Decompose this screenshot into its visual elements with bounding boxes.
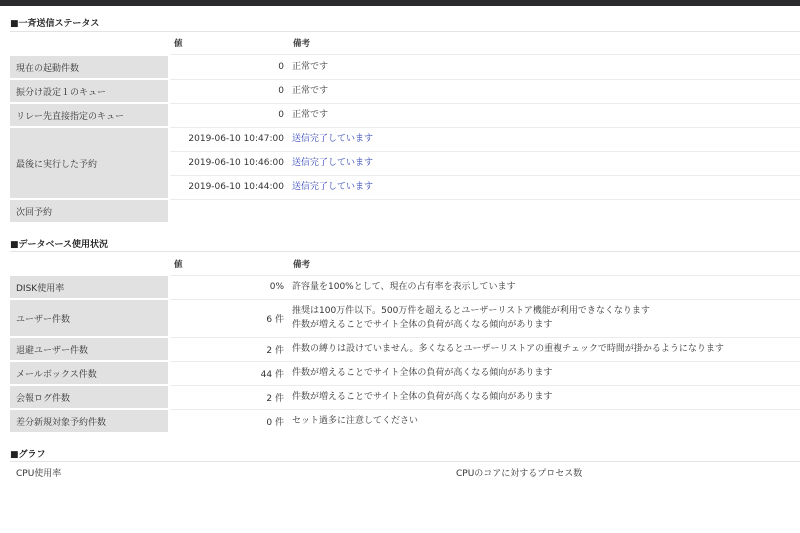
cpu-usage-label: CPU使用率 (16, 469, 62, 479)
db-row-note-line: 推奨は100万件以下。500万件を超えるとユーザーリストア機能が利用できなくなります (292, 306, 650, 316)
db-row-note (292, 410, 797, 432)
row-label: 現在の起動件数 (10, 56, 168, 78)
db-row-label: 差分新規対象予約件数 (10, 410, 168, 432)
top-bar (0, 0, 800, 6)
col-header-note: 備考 (293, 260, 311, 270)
last-run-label: 最後に実行した予約 (10, 128, 168, 198)
row-value: 0 (278, 62, 284, 72)
last-run-note-link[interactable]: 送信完了しています (292, 134, 374, 144)
row-note: 正常です (292, 62, 329, 72)
divider (10, 31, 800, 32)
row-note: 正常です (292, 110, 329, 120)
db-row-label: 退避ユーザー件数 (10, 338, 168, 360)
db-row-value: 0 件 (266, 417, 284, 428)
db-row-note-line: 許容量を100%として、現在の占有率を表示しています (292, 282, 516, 292)
row-label: リレー先直接指定のキュー (10, 104, 168, 126)
db-row-value: 2 件 (266, 345, 284, 356)
db-row-note-line: 件数が増えることでサイト全体の負荷が高くなる傾向があります (292, 368, 553, 378)
last-run-note-link[interactable]: 送信完了しています (292, 158, 374, 168)
graph-title: ■グラフ (10, 450, 46, 460)
db-status-title: ■データベース使用状況 (10, 240, 109, 250)
db-row-value: 2 件 (266, 393, 284, 404)
db-row-note (292, 362, 797, 384)
db-row-value: 0% (269, 282, 284, 292)
divider (10, 251, 800, 252)
col-header-value: 値 (174, 39, 183, 49)
last-run-time: 2019-06-10 10:46:00 (188, 158, 284, 168)
db-row-note (292, 300, 797, 336)
row-value: 0 (278, 86, 284, 96)
db-row-note-line: 件数が増えることでサイト全体の負荷が高くなる傾向があります (292, 392, 553, 402)
row-divider (170, 54, 800, 55)
last-run-note-link[interactable]: 送信完了しています (292, 182, 374, 192)
db-row-label: メールボックス件数 (10, 362, 168, 384)
db-row-label: DISK使用率 (10, 276, 168, 298)
db-row-value: 44 件 (260, 369, 284, 380)
cpu-process-label: CPUのコアに対するプロセス数 (456, 469, 583, 479)
db-row-note (292, 386, 797, 408)
next-run-label: 次回予約 (10, 200, 168, 222)
row-value: 0 (278, 110, 284, 120)
last-run-time: 2019-06-10 10:44:00 (188, 182, 284, 192)
db-row-note-line: 件数が増えることでサイト全体の負荷が高くなる傾向があります (292, 320, 553, 330)
db-row-note (292, 338, 797, 360)
col-header-note: 備考 (293, 39, 311, 49)
col-header-value: 値 (174, 260, 183, 270)
row-divider (170, 199, 800, 200)
db-row-note-line: 件数の縛りは設けていません。多くなるとユーザーリストアの重複チェックで時間が掛かるようになります (292, 344, 724, 354)
row-label: 振分け設定１のキュー (10, 80, 168, 102)
divider (10, 461, 800, 462)
db-row-note (292, 276, 797, 298)
db-row-value: 6 件 (266, 314, 284, 325)
db-row-label: ユーザー件数 (10, 300, 168, 336)
db-row-label: 会報ログ件数 (10, 386, 168, 408)
db-row-note-line: セット過多に注意してください (292, 416, 419, 426)
send-status-title: ■一斉送信ステータス (10, 19, 100, 29)
row-note: 正常です (292, 86, 329, 96)
last-run-time: 2019-06-10 10:47:00 (188, 134, 284, 144)
